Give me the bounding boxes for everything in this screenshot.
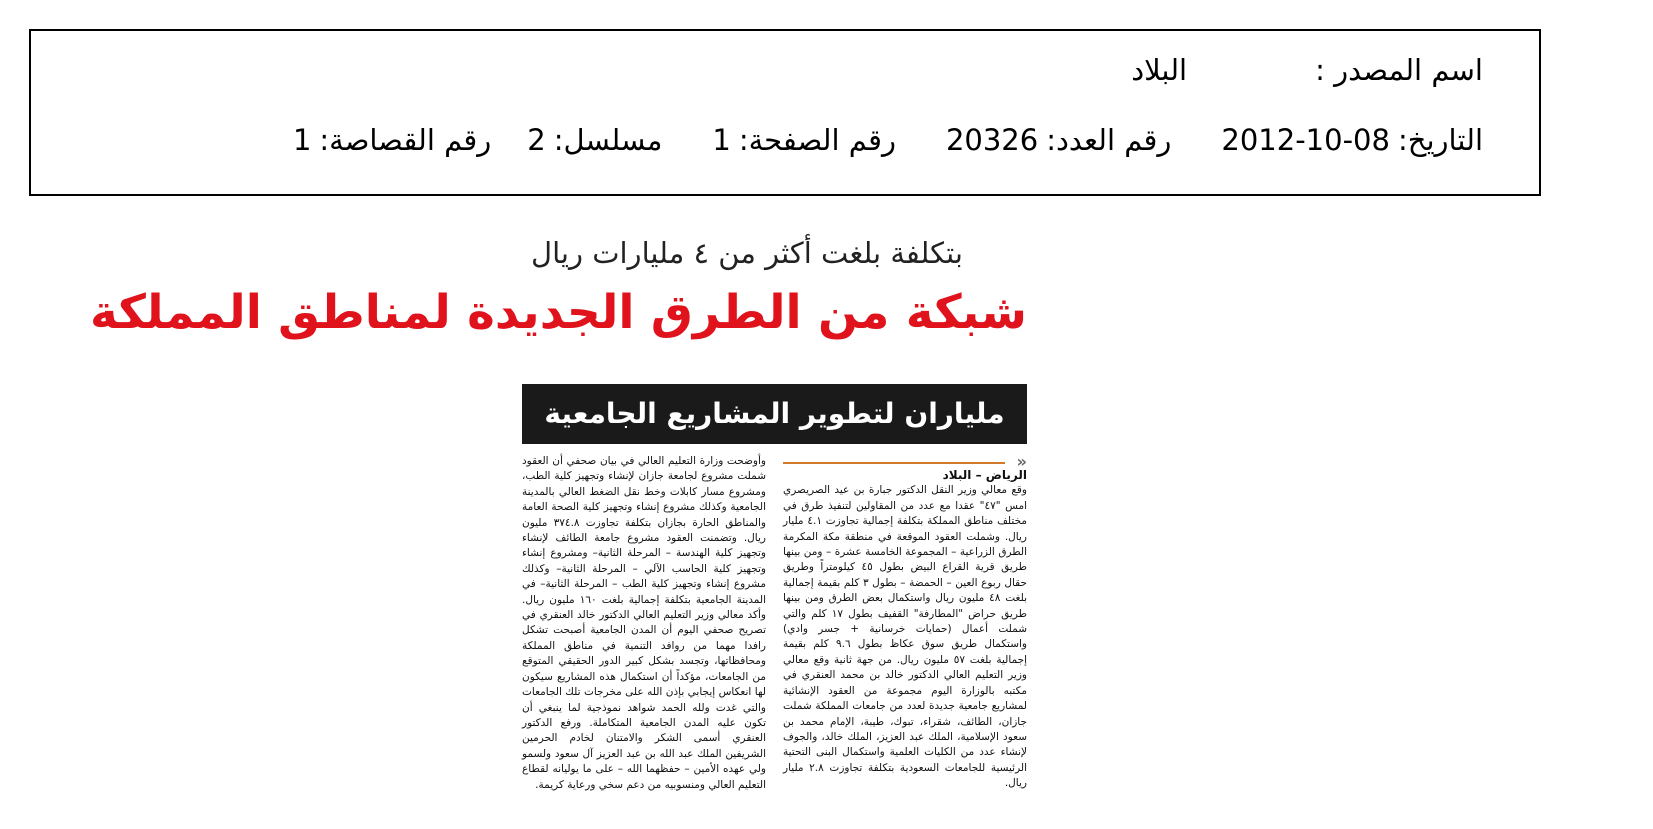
- serial-value: 2: [527, 123, 546, 157]
- source-metadata-box: [29, 29, 1541, 196]
- page-label: رقم الصفحة:: [738, 123, 896, 157]
- article-headline: شبكة من الطرق الجديدة لمناطق المملكة: [90, 285, 1027, 340]
- source-value: البلاد: [1131, 53, 1188, 87]
- article-subheadline-banner: ملياران لتطوير المشاريع الجامعية: [522, 384, 1027, 444]
- article-column-left: [522, 454, 766, 793]
- article-kicker: بتكلفة بلغت أكثر من ٤ مليارات ريال: [531, 236, 963, 270]
- clip-label: رقم القصاصة:: [319, 123, 492, 157]
- issue-label: رقم العدد:: [1046, 123, 1172, 157]
- serial-label: مسلسل:: [553, 123, 663, 157]
- source-label: اسم المصدر :: [1315, 53, 1483, 87]
- page-value: 1: [712, 123, 731, 157]
- article-dateline: الرياض – البلاد: [942, 468, 1027, 482]
- issue-value: 20326: [945, 123, 1039, 157]
- date-value: 2012-10-08: [1221, 123, 1390, 157]
- article-column-right: [783, 454, 1027, 792]
- quote-mark-icon: «: [1016, 452, 1027, 471]
- column-divider: [783, 462, 1005, 464]
- article-body-left: وأوضحت وزارة التعليم العالي في بيان صحفي أن العقود شملت مشروع لجامعة جازان لإنشاء وتجهيز كلية الطب، ومشروع مسار كابلات وخط نقل الضغط العالي بالمدينة الجامعية وكذلك مشروع إنشاء وتجهيز كلية الصحة العامة والمناطق الحارة بجازان بتكلفة تجاوزت ٣٧٤.٨ مليون ريال. وتضمنت العقود مشروع جامعة الطائف لإنشاء وتجهيز كلية الهندسة – المرحلة الثانية– ومشروع إنشاء وتجهيز كلية الحاسب الآلي – المرحلة الثانية– وكذلك مشروع إنشاء وتجهيز كلية الطب – المرحلة الثانية– في المدينة الجامعية بتكلفة إجمالية بلغت ١٦٠ مليون ريال. وأكد معالي وزير التعليم العالي الدكتور خالد العنقري في تصريح صحفي اليوم أن المدن الجامعية أصبحت تشكل رافدا مهما من روافد التنمية في مناطق المملكة ومحافظاتها، وتجسد بشكل كبير الدور الحقيقي المتوقع من الجامعات، مؤكداً أن استكمال هذه المشاريع سيكون لها انعكاس إيجابي بإذن الله على مخرجات تلك الجامعات والتي غدت ولله الحمد شواهد نموذجية لما ينبغي أن تكون عليه المدن الجامعية المتكاملة. ورفع الدكتور العنقري أسمى الشكر والامتنان لخادم الحرمين الشريفين الملك عبد الله بن عبد العزيز آل سعود ولسمو ولي عهده الأمين – حفظهما الله – على ما يولیانه لقطاع التعليم العالي ومنسوبيه من دعم سخي ورعاية كريمة.: [522, 455, 766, 791]
- clip-value: 1: [292, 123, 312, 157]
- newspaper-clipping: [90, 226, 1027, 791]
- date-label: التاريخ:: [1397, 123, 1483, 157]
- details-row: [293, 123, 1483, 157]
- source-row: [1131, 53, 1483, 87]
- article-body-right: وقع معالي وزير النقل الدكتور جبارة بن عيد الصريصري امس "٤٧" عقدا مع عدد من المقاولين لتنفيذ طرق في مختلف مناطق المملكة بتكلفة إجمالية تجاوزت ٤.١ مليار ريال. وشملت العقود الموقعة في منطقة مكة المكرمة الطرق الزراعية – المجموعة الخامسة عشرة – ومن بينها طريق قرية القراع البيض بطول ٤٥ كيلومتراً وطريق حقال ربوع العين – الحمضة – بطول ٣ كلم بقيمة إجمالية بلغت ٤٨ مليون ريال واستكمال بعض الطرق ومن بينها طريق حراض "المطارفة" القفيف بطول ١٧ كلم والتي شملت أعمال (حمايات خرسانية + جسر وادي) واستكمال طريق سوق عكاظ بطول ٩.٦ كلم بقيمة إجمالية بلغت ٥٧ مليون ريال. من جهة ثانية وقع معالي وزير التعليم العالي الدكتور خالد بن محمد العنقري في مكتبه بالوزارة اليوم مجموعة من العقود الإنشائية لمشاريع جامعية جديدة لعدد من جامعات المملكة شملت جازان، الطائف، شقراء، تبوك، طيبة، الإمام محمد بن سعود الإسلامية، الملك عبد العزيز، الملك خالد، والجوف لإنشاء عدد من الكليات العلمية واستكمال البنى التحتية الرئيسية للجامعات السعودية بتكلفة تجاوزت ٢.٨ مليار ريال.: [783, 484, 1027, 790]
